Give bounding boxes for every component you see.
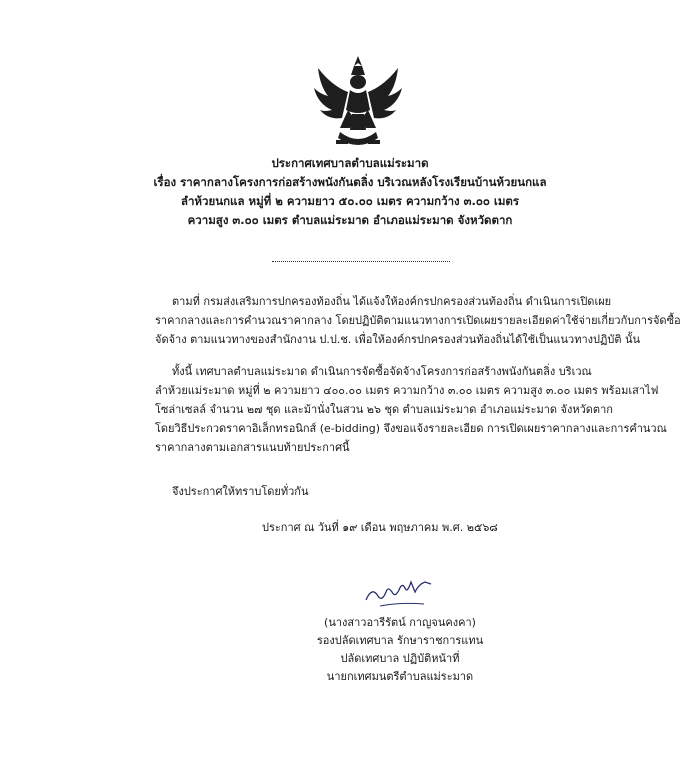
paragraph-1-line-1: ตามที่ กรมส่งเสริมการปกครองท้องถิ่น ได้แจ้งให้องค์กรปกครองส่วนท้องถิ่น ดำเนินการเปิดเผย bbox=[172, 295, 612, 308]
signatory-title-2: ปลัดเทศบาล ปฏิบัติหน้าที่ bbox=[340, 652, 460, 665]
paragraph-2-line-2: ลำห้วยแม่ระมาด หมู่ที่ ๒ ความยาว ๔๐๐.๐๐ เมตร ความกว้าง ๓.๐๐ เมตร ความสูง ๓.๐๐ เมตร พร้อมเสาไฟ bbox=[155, 384, 659, 397]
signatory-title-1: รองปลัดเทศบาล รักษาราชการแทน bbox=[316, 634, 484, 647]
paragraph-2-line-3: โซล่าเซลล์ จำนวน ๒๗ ชุด และม้านั่งในสวน ๒๖ ชุด ตำบลแม่ระมาด อำเภอแม่ระมาด จังหวัดตาก bbox=[155, 403, 613, 416]
paragraph-1-line-2: ราคากลางและการคำนวณราคากลาง โดยปฏิบัติตามแนวทางการเปิดเผยรายละเอียดค่าใช้จ่ายเกี่ยวกับการจัดซื้อ bbox=[155, 314, 681, 327]
garuda-emblem-icon bbox=[310, 52, 406, 150]
closing-line: จึงประกาศให้ทราบโดยทั่วกัน bbox=[172, 485, 309, 498]
paragraph-2-line-1: ทั้งนี้ เทศบาลตำบลแม่ระมาด ดำเนินการจัดซื้อจัดจ้างโครงการก่อสร้างพนังกันตลิ่ง บริเวณ bbox=[172, 365, 592, 378]
signatory-title-3: นายกเทศมนตรีตำบลแม่ระมาด bbox=[326, 670, 474, 683]
announcement-date: ประกาศ ณ วันที่ ๑๙ เดือน พฤษภาคม พ.ศ. ๒๕๖๘ bbox=[262, 521, 498, 534]
separator-dots bbox=[272, 261, 450, 262]
paragraph-2-line-5: ราคากลางตามเอกสารแนบท้ายประกาศนี้ bbox=[155, 441, 350, 454]
signatory-name: (นางสาวอารีรัตน์ กาญจนคงคา) bbox=[324, 616, 476, 629]
subject-line: เรื่อง ราคากลางโครงการก่อสร้างพนังกันตลิ่ง บริเวณหลังโรงเรียนบ้านห้วยนกแล bbox=[153, 175, 547, 189]
paragraph-2-line-4: โดยวิธีประกวดราคาอิเล็กทรอนิกส์ (e-bidding) จึงขอแจ้งรายละเอียด การเปิดเผยราคากลางและการคำนวณ bbox=[155, 422, 667, 435]
handwritten-signature bbox=[360, 576, 440, 610]
announcement-title: ประกาศเทศบาลตำบลแม่ระมาด bbox=[271, 156, 429, 170]
subject-line-2: ลำห้วยนกแล หมู่ที่ ๒ ความยาว ๕๐.๐๐ เมตร ความกว้าง ๓.๐๐ เมตร bbox=[180, 194, 520, 208]
subject-line-3: ความสูง ๓.๐๐ เมตร ตำบลแม่ระมาด อำเภอแม่ระมาด จังหวัดตาก bbox=[187, 213, 513, 227]
paragraph-1-line-3: จัดจ้าง ตามแนวทางของสำนักงาน ป.ป.ช. เพื่อให้องค์กรปกครองส่วนท้องถิ่นได้ใช้เป็นแนวทางปฏิบัติ นั้น bbox=[155, 333, 641, 346]
